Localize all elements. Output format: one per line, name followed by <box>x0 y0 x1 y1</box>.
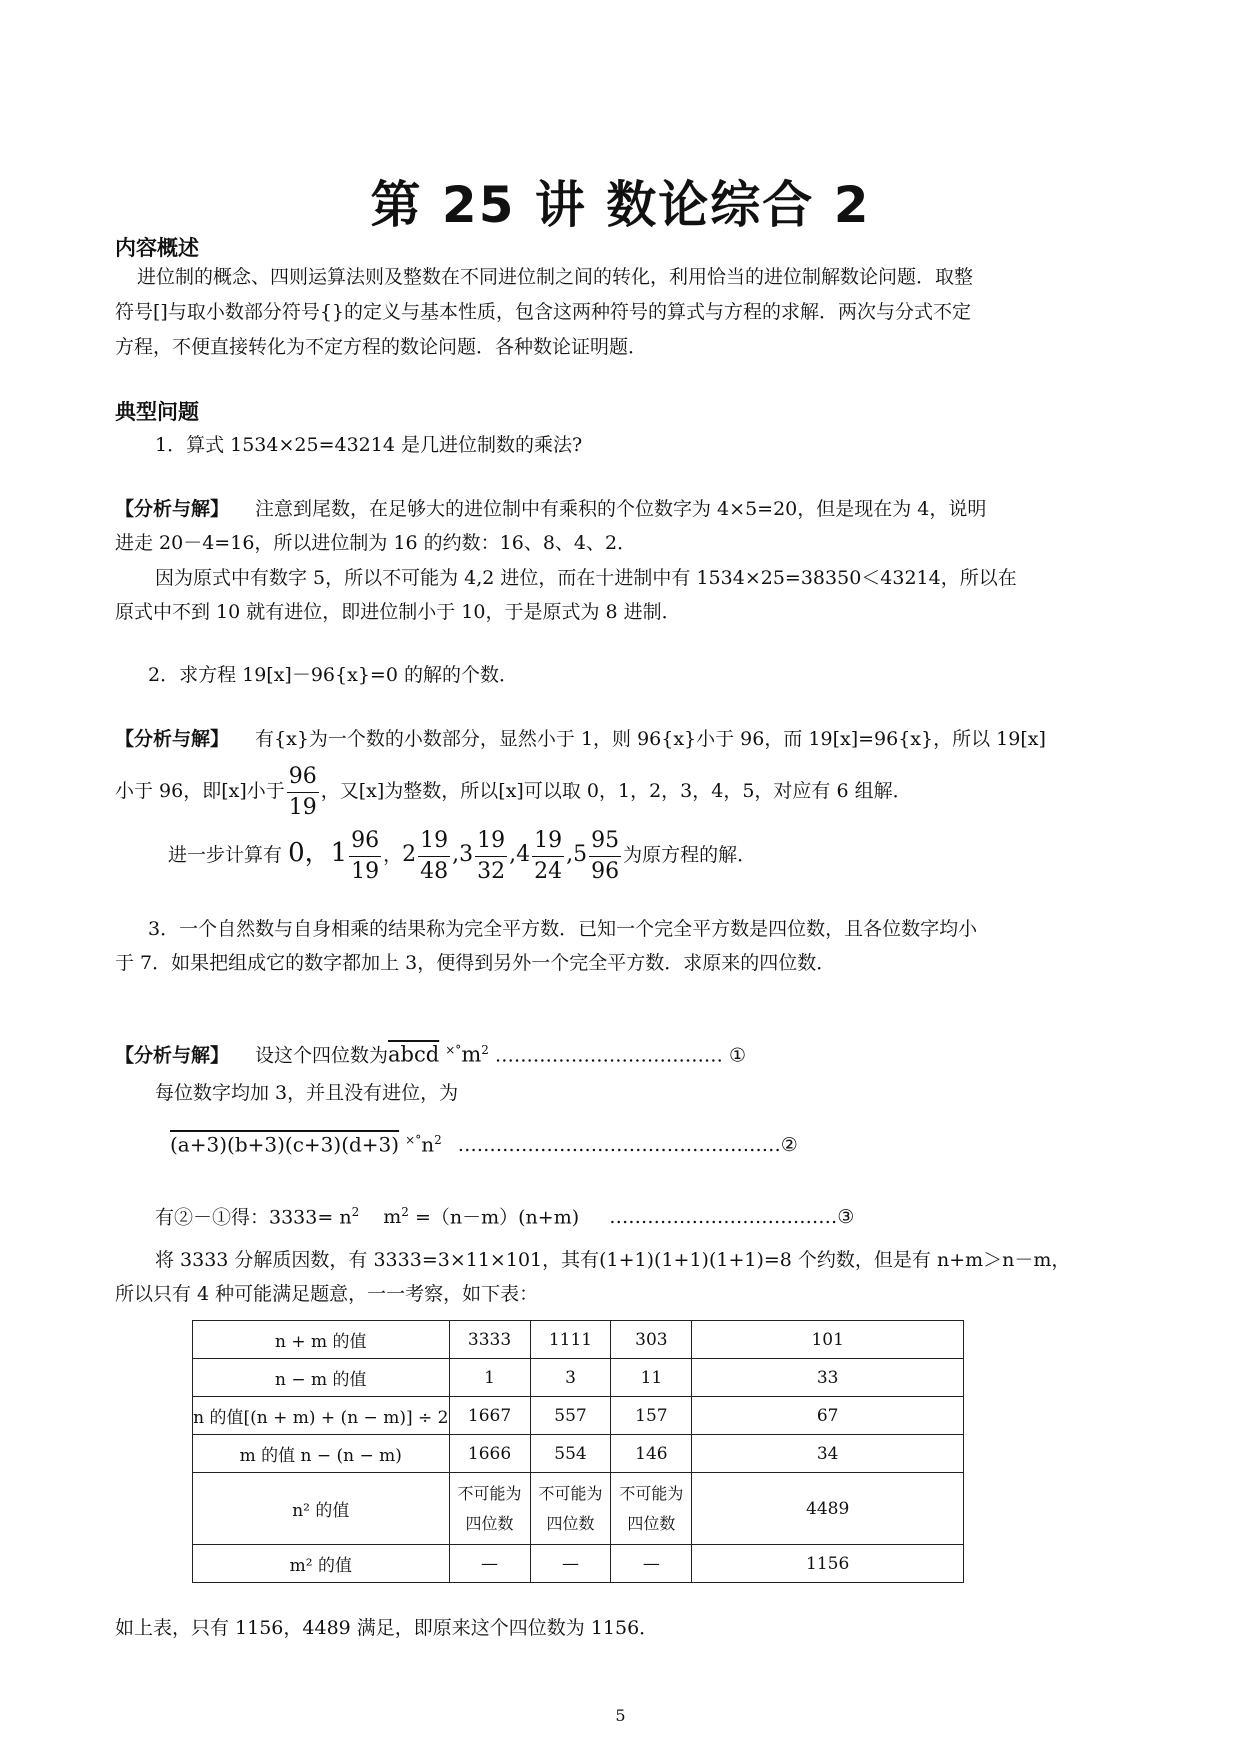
solution-1-int: 1 <box>330 838 348 868</box>
m-variable: m <box>383 1206 402 1229</box>
fraction-numerator: 19 <box>418 826 450 857</box>
table-row-label: n 的值[(n + m) + (n − m)] ÷ 2 <box>193 1397 450 1435</box>
table-row-label: m 的值 n − (n − m) <box>193 1435 450 1473</box>
fraction-numerator: 95 <box>589 826 621 857</box>
fraction-numerator: 96 <box>287 762 319 793</box>
answer-label: 【分析与解】 <box>115 1044 230 1067</box>
fraction-numerator: 96 <box>349 826 381 857</box>
table-cell: 557 <box>530 1397 611 1435</box>
overview-line-1: 进位制的概念、四则运算法则及整数在不同进位制之间的转化，利用恰当的进位制解数论问题．取整 <box>137 266 974 288</box>
table-cell: — <box>611 1545 692 1583</box>
question-2: 2．求方程 19[x]－96{x}=0 的解的个数． <box>148 664 518 686</box>
exponent: 2 <box>481 1043 489 1057</box>
fraction-denominator: 48 <box>420 858 449 884</box>
conclusion: 如上表，只有 1156，4489 满足，即原来这个四位数为 1156． <box>115 1617 659 1639</box>
answer-2-line-3 <box>168 820 756 888</box>
solutions-intro: 进一步计算有 <box>168 844 283 866</box>
answer-2-text-pre: 小于 96，即[x]小于 <box>115 780 285 802</box>
table-cell: 554 <box>530 1435 611 1473</box>
answer-3-line-6: 所以只有 4 种可能满足题意，一一考察，如下表： <box>115 1283 539 1305</box>
answer-1-line-3: 因为原式中有数字 5，所以不可能为 4,2 进位，而在十进制中有 1534×25=38350＜43214，所以在 <box>155 567 1017 589</box>
answer-2-text-1: 有{x}为一个数的小数部分，显然小于 1，则 96{x}小于 96，而 19[x]=96{x}，所以 19[x] <box>255 728 1046 750</box>
factored-text: =（n－m）(n+m) <box>414 1206 580 1229</box>
table-row <box>193 1435 964 1473</box>
exponent: 2 <box>351 1205 360 1219</box>
fraction-denominator: 96 <box>591 858 620 884</box>
m-variable: m <box>461 1042 482 1067</box>
answer-3-line-1 <box>115 1038 746 1067</box>
table-cell: 3333 <box>449 1321 530 1359</box>
answer-1-line-4: 原式中不到 10 就有进位，即进位制小于 10，于是原式为 8 进制． <box>115 601 681 623</box>
table-cell: 不可能为四位数 <box>611 1473 692 1545</box>
table-row <box>193 1545 964 1583</box>
solution-4-int: ,4 <box>509 842 531 867</box>
solution-1-frac <box>349 826 381 887</box>
overview-line-2: 符号[]与取小数部分符号{}的定义与基本性质，包含这两种符号的算式与方程的求解．两次与分式不定 <box>115 301 972 323</box>
answer-3-line-5: 将 3333 分解质因数，有 3333=3×11×101，其有(1+1)(1+1)(1+1)=8 个约数，但是有 n+m＞n－m， <box>155 1249 1071 1271</box>
table-row-label: n² 的值 <box>193 1473 450 1545</box>
table-cell: 1111 <box>530 1321 611 1359</box>
solution-0: 0， <box>288 838 331 868</box>
solution-4-frac <box>532 826 564 887</box>
section-heading-problems: 典型问题 <box>115 400 199 424</box>
answer-3-line-3 <box>170 1128 798 1157</box>
table-row-label: n + m 的值 <box>193 1321 450 1359</box>
symbol-mark: ×° <box>445 1043 462 1057</box>
solution-5-int: ,5 <box>566 842 588 867</box>
answer-1-line-2: 进走 20－4=16，所以进位制为 16 的约数：16、8、4、2． <box>115 532 637 554</box>
solution-3-int: ,3 <box>452 842 474 867</box>
table-cell: 3 <box>530 1359 611 1397</box>
fraction-numerator: 19 <box>532 826 564 857</box>
page-number: 5 <box>615 1706 626 1725</box>
table-row <box>193 1359 964 1397</box>
question-1: 1．算式 1534×25=43214 是几进位制数的乘法? <box>155 434 583 456</box>
solution-3-frac <box>475 826 507 887</box>
table-cell: 101 <box>692 1321 964 1359</box>
table-row-label: n − m 的值 <box>193 1359 450 1397</box>
dots-3: ………………………………③ <box>609 1206 855 1229</box>
n-variable: n <box>421 1132 435 1157</box>
difference-text: 有②－①得：3333= n <box>155 1206 352 1229</box>
table-cell: 1 <box>449 1359 530 1397</box>
answer-label: 【分析与解】 <box>115 728 230 750</box>
dots-1: ……………………………… ① <box>494 1044 746 1067</box>
table-cell: 67 <box>692 1397 964 1435</box>
overview-line-3: 方程，不便直接转化为不定方程的数论问题．各种数论证明题． <box>115 336 648 358</box>
fraction-denominator: 19 <box>351 858 380 884</box>
table-row <box>193 1321 964 1359</box>
answer-3-line-4 <box>155 1200 854 1229</box>
table-cell: 1666 <box>449 1435 530 1473</box>
answer-1-line-1 <box>115 497 986 521</box>
exponent: 2 <box>434 1133 442 1147</box>
question-3-line-1: 3．一个自然数与自身相乘的结果称为完全平方数．已知一个完全平方数是四位数，且各位数字均小 <box>148 918 978 940</box>
page-title: 第 25 讲 数论综合 2 <box>370 176 871 234</box>
solution-2-int: 2 <box>402 842 417 867</box>
expr-overline: (a+3)(b+3)(c+3)(d+3) <box>170 1132 400 1157</box>
dots-2: ……………………………………………② <box>457 1134 798 1157</box>
fraction-96-19 <box>287 762 319 823</box>
factor-table <box>192 1320 964 1583</box>
table-cell: 303 <box>611 1321 692 1359</box>
abcd-overline: abcd <box>388 1042 440 1067</box>
fraction-numerator: 19 <box>475 826 507 857</box>
table-row <box>193 1473 964 1545</box>
answer-2-line-2 <box>115 758 912 824</box>
solution-5-frac <box>589 826 621 887</box>
answer-2-text-post: ，又[x]为整数，所以[x]可以取 0，1，2，3，4，5，对应有 6 组解． <box>320 780 912 802</box>
table-cell: 34 <box>692 1435 964 1473</box>
table-cell: 33 <box>692 1359 964 1397</box>
table-row <box>193 1397 964 1435</box>
solutions-outro: 为原方程的解． <box>623 844 757 866</box>
table-row-label: m² 的值 <box>193 1545 450 1583</box>
exponent: 2 <box>401 1205 409 1219</box>
section-heading-overview: 内容概述 <box>115 236 199 260</box>
table-cell: 146 <box>611 1435 692 1473</box>
table-cell: — <box>530 1545 611 1583</box>
table-cell: 11 <box>611 1359 692 1397</box>
table-cell: 157 <box>611 1397 692 1435</box>
fraction-denominator: 19 <box>288 794 317 820</box>
table-cell: 不可能为四位数 <box>449 1473 530 1545</box>
answer-3-line-2: 每位数字均加 3，并且没有进位，为 <box>155 1082 459 1104</box>
solution-2-frac <box>418 826 450 887</box>
table-cell: 1667 <box>449 1397 530 1435</box>
symbol-mark: ×° <box>405 1133 422 1147</box>
table-cell: — <box>449 1545 530 1583</box>
answer-label: 【分析与解】 <box>115 498 230 520</box>
question-3-line-2: 于 7．如果把组成它的数字都加上 3，便得到另外一个完全平方数．求原来的四位数． <box>115 952 836 974</box>
answer-3-text-1: 设这个四位数为 <box>255 1044 389 1067</box>
table-cell: 不可能为四位数 <box>530 1473 611 1545</box>
answer-1-text-1: 注意到尾数，在足够大的进位制中有乘积的个位数字为 4×5=20，但是现在为 4，说明 <box>255 498 987 520</box>
table-cell: 4489 <box>692 1473 964 1545</box>
answer-2-line-1 <box>115 727 1046 751</box>
separator: ， <box>383 844 403 866</box>
table-cell: 1156 <box>692 1545 964 1583</box>
fraction-denominator: 24 <box>534 858 563 884</box>
fraction-denominator: 32 <box>477 858 506 884</box>
